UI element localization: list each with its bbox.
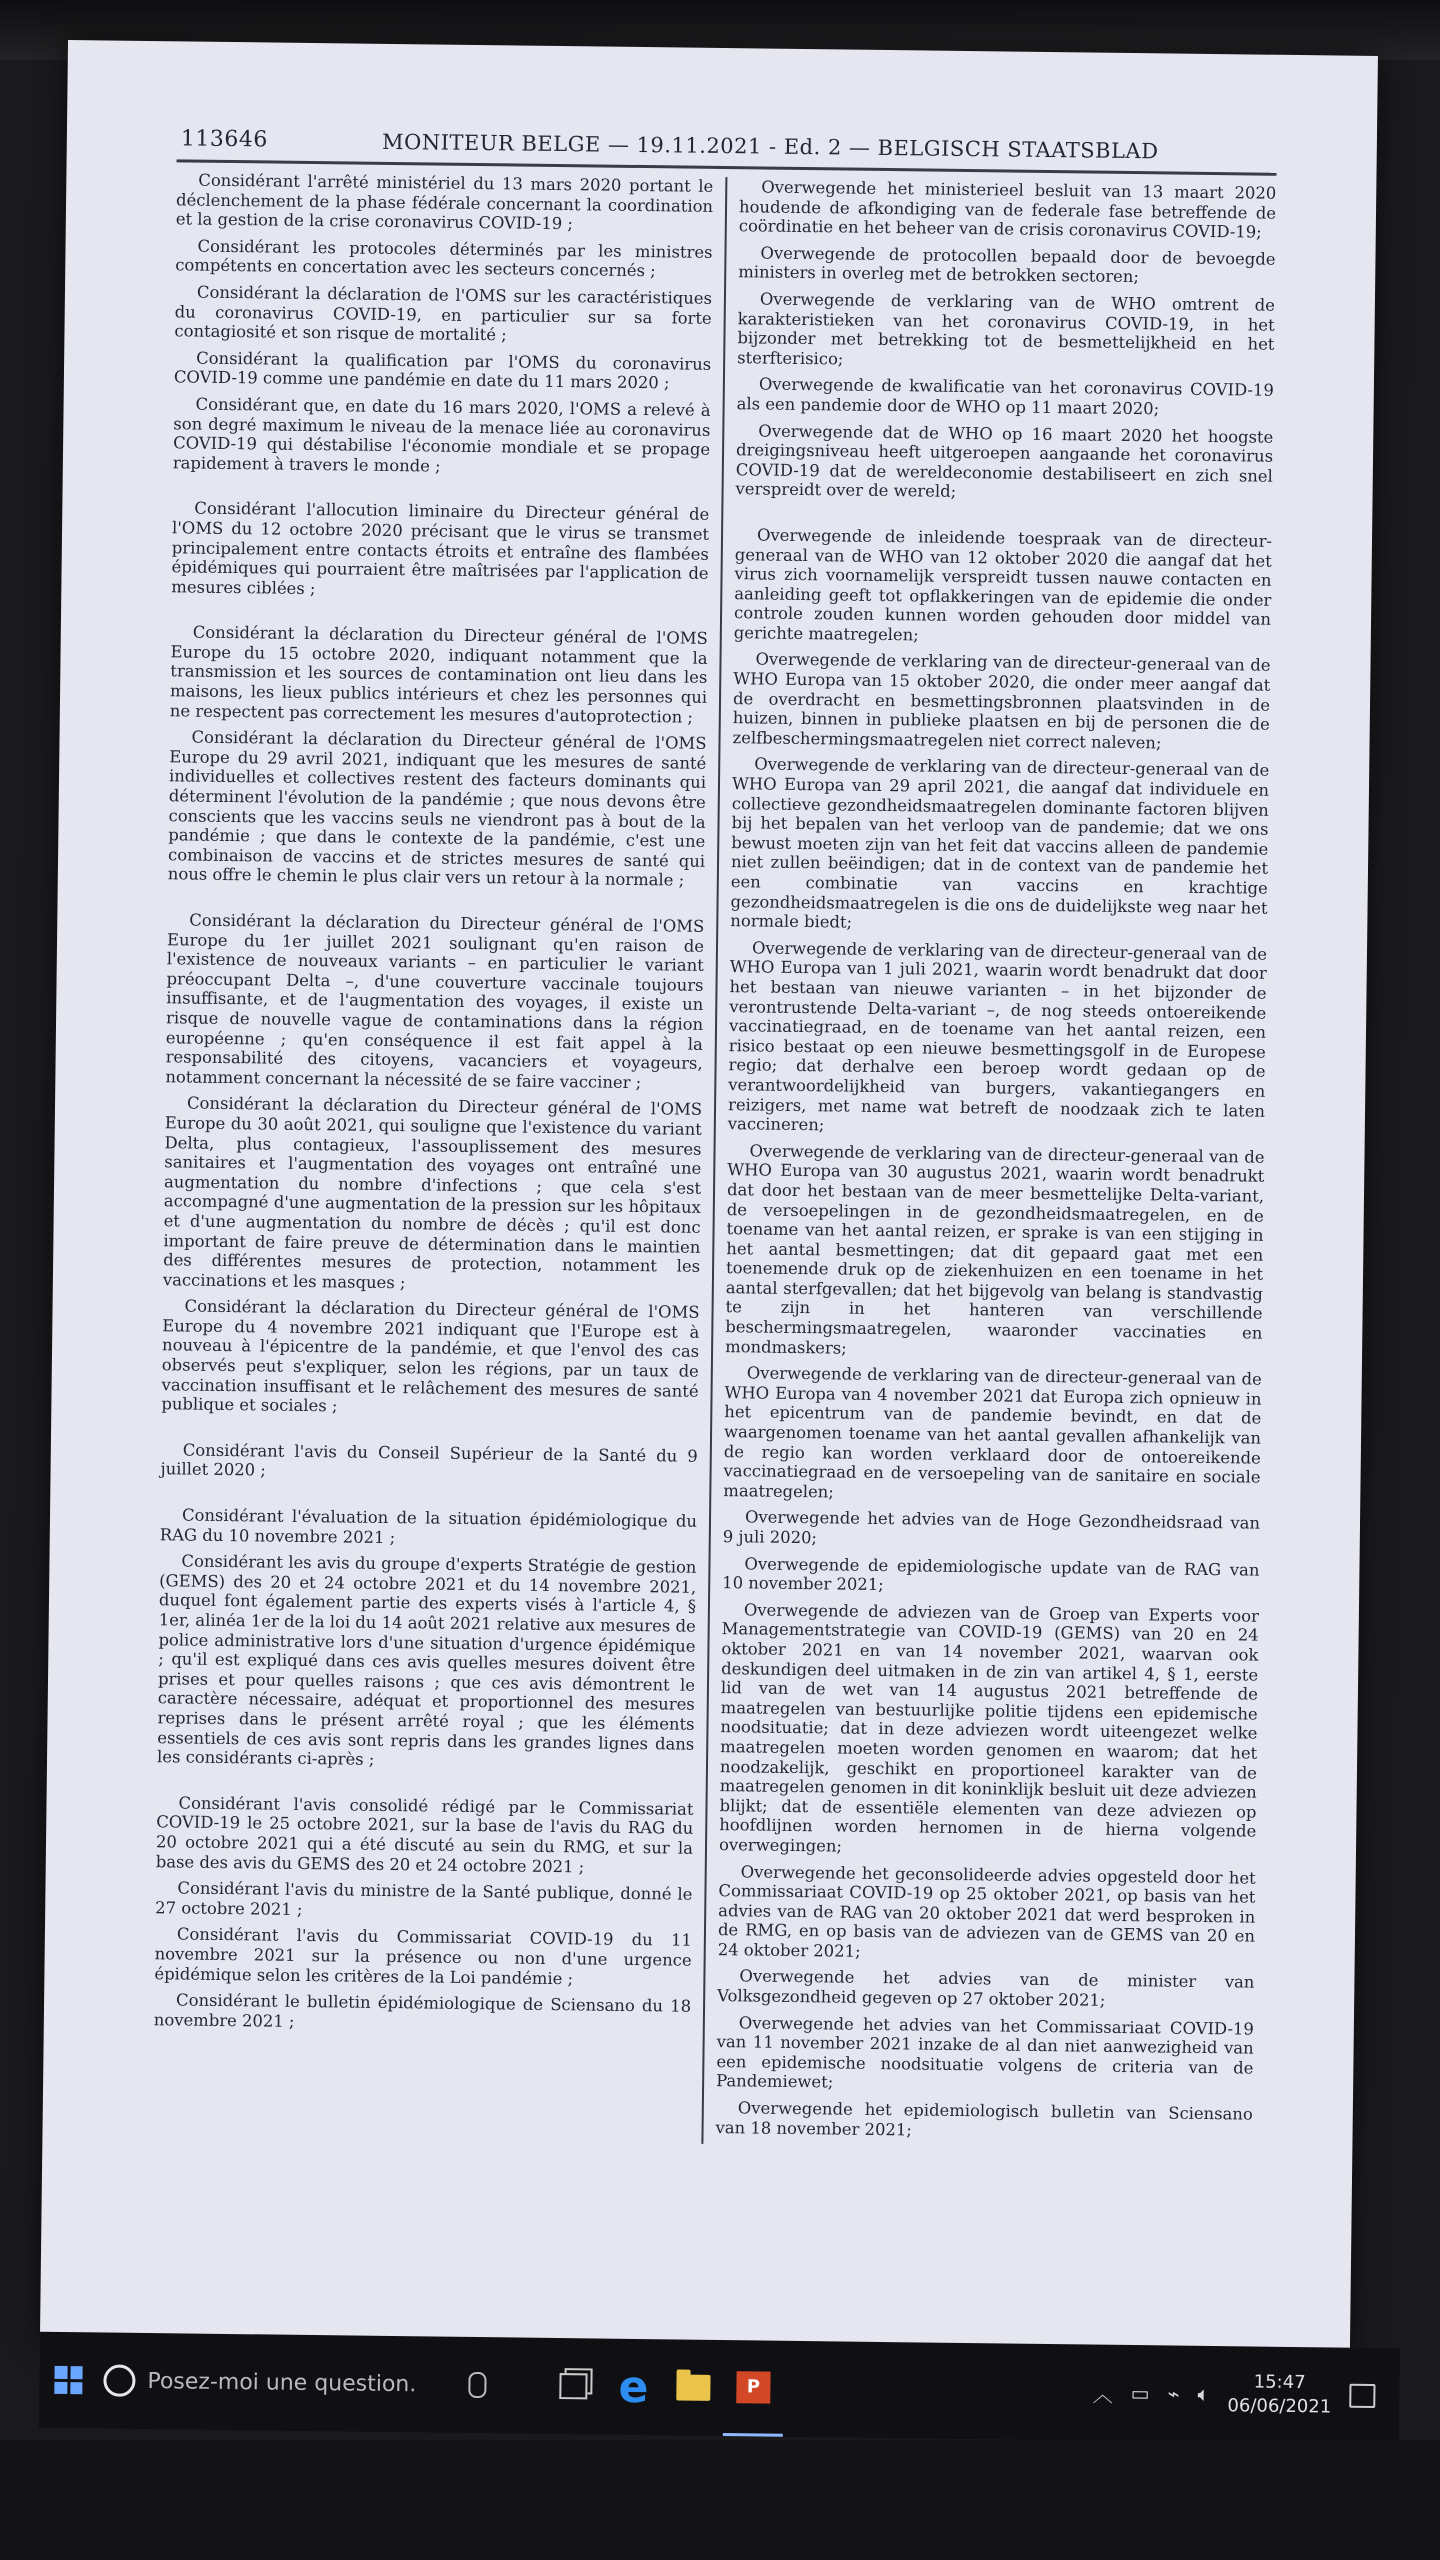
system-tray [1092, 2369, 1399, 2421]
nl-paragraph: Overwegende de inleidende toespraak van de directeur-generaal van de WHO van 12 oktober 2020 die aangaf dat het virus zich voornamelijk verspreidt tussen nauwe contacten en aanleiding geeft tot opflakkeringen van de epidemie die onder controle zouden kunnen worden gehouden door middel van gerichte maatregelen; [733, 525, 1273, 645]
monitor-bezel-bottom [0, 2440, 1440, 2560]
nl-paragraph: Overwegende het ministerieel besluit van 13 maart 2020 houdende de afkondiging van de federale fase betreffende de coördinatie en het beheer van de crisis coronavirus COVID-19; [738, 177, 1277, 242]
battery-icon[interactable]: ▭ [1130, 2381, 1150, 2406]
fr-paragraph: Considérant l'avis du Commissariat COVID-19 du 11 novembre 2021 sur la présence ou non d'une urgence épidémique selon les critères de la Loi pandémie ; [154, 1924, 692, 1988]
nl-paragraph: Overwegende de verklaring van de directeur-generaal van de WHO Europa van 1 juli 2021, waarin wordt benadrukt dat door het bestaan van nieuwe varianten – in het bijzonder de verontrustende Delta-variant –, de nog steeds ontoereikende vaccinatiegraad, en de toename van het aantal reizen, een risico bestaat op een nieuwe besmettingsgolf in de Europese regio; dat derhalve een beroep wordt gedaan op de verantwoordelijkheid van burgers, vakantiegangers en reizigers, met name wat betreft de noodzaak zich te laten vaccineren; [727, 938, 1268, 1135]
page-number: 113646 [180, 126, 268, 153]
fr-paragraph: Considérant l'évaluation de la situation épidémiologique du RAG du 10 novembre 2021 ; [159, 1505, 698, 1547]
nl-paragraph: Overwegende de adviezen van de Groep van Experts voor Managementstrategie van COVID-19 (GEMS) van 20 en 24 oktober 2021 en van 14 november 2021, waarvan ook deskundigen deel uitmaken in de zin van artikel 4, § 1, eerste lid van de wet van 14 augustus 2021 betreffende de maatregelen van bestuurlijke politie tijdens een epidemische noodsituatie; dat in deze adviezen wordt uiteengezet welke maatregelen moeten worden genomen en waarom; dat het noodzakelijk, geschikt en proportioneel karakter van de maatregelen genomen in dit koninklijk besluit uit deze adviezen blijkt; dat de essentiële elementen van deze adviezen op hoofdlijnen worden hernomen in de hierna volgende overwegingen; [718, 1600, 1260, 1856]
nl-paragraph: Overwegende het advies van het Commissariaat COVID-19 van 11 november 2021 inzake de al dan niet aanwezigheid van een epidemische noodsituatie volgens de criteria van de Pandemiewet; [716, 2012, 1254, 2092]
task-view-button[interactable] [543, 2338, 604, 2435]
nl-paragraph: Overwegende de kwalificatie van het coronavirus COVID-19 als een pandemie door de WHO op 11 maart 2020; [736, 374, 1274, 419]
document-page [150, 126, 1277, 2349]
page-header [177, 126, 1277, 175]
search-placeholder: Posez-moi une question. [147, 2368, 417, 2397]
nl-paragraph: Overwegende het advies van de Hoge Gezondheidsraad van 9 juli 2020; [722, 1507, 1261, 1548]
cortana-icon [103, 2364, 135, 2396]
clock[interactable] [1227, 2370, 1331, 2419]
windows-icon [54, 2366, 82, 2394]
start-button[interactable] [39, 2332, 98, 2429]
volume-icon[interactable]: 🔈︎ [1197, 2381, 1210, 2406]
nl-paragraph: Overwegende het geconsolideerde advies opgesteld door het Commissariaat COVID-19 op 25 oktober 2021, op basis van het advies van de RAG van 20 oktober 2021 dat werd besproken in de RMG, en op basis van de adviezen van de GEMS van 20 en 24 oktober 2021; [717, 1861, 1256, 1961]
nl-paragraph: Overwegende de verklaring van de directeur-generaal van de WHO Europa van 15 oktober 2020, die onder meer aangaf dat de overdracht en besmettingsbronnen plaatsvinden in de huizen, binnen in publieke plaatsen en bij de personen die de zelfbeschermingsmaatregelen niet correct naleven; [732, 649, 1271, 753]
nl-paragraph: Overwegende de verklaring van de directeur-generaal van de WHO Europa van 30 augustus 2021, waarin wordt benadrukt dat door het bestaan van de meer besmettelijke Delta-variant, de versoepelingen in de gezondheidsmaatregelen, en de toename van het aantal reizen, er sprake is van een stijging in het aantal besmettingen; dat dit gepaard gaat met een toenemende druk op de ziekenhuizen en een toename in het aantal sterfgevallen; dat het bijgevolg van belang is standvastig te zijn in het hanteren van verschillende beschermingsmaatregelen, waaronder vaccinaties en mondmaskers; [725, 1141, 1265, 1358]
clock-time: 15:47 [1253, 2371, 1306, 2394]
fr-paragraph: Considérant les protocoles déterminés par les ministres compétents en concertation avec les secteurs concernés ; [175, 236, 713, 281]
fr-paragraph: Considérant la déclaration du Directeur général de l'OMS Europe du 29 avril 2021, indiquant que les mesures de santé individuelles et collectives restent des facteurs dominants qui déterminent l'évolution de la pandémie ; que nous devons être conscients que les vaccins seuls ne viendront pas à bout de la pandémie ; que dans le contexte de la pandémie, c'est une combinaison de vaccins et de strictes mesures de santé qui nous offre le chemin le plus clair vers un retour à la normale ; [167, 727, 707, 890]
notifications-icon[interactable] [1349, 2384, 1375, 2408]
fr-paragraph: Considérant les avis du groupe d'experts Stratégie de gestion (GEMS) des 20 et 24 octobre 2021 et du 14 novembre 2021, duquel font également partie des experts visés à l'article 4, § 1er, alinéa 1er de la loi du 14 août 2021 relative aux mesures de police administrative lors d'une situation d'urgence épidémique ; qu'il est expliqué dans ces avis quelles mesures doivent être prises et pour quelles raisons ; que ces avis démontrent le caractère nécessaire, adéquat et proportionnel des mesures reprises dans le présent arrêté royal ; que les éléments essentiels de ces avis sont repris dans les grandes lignes dans les considérants ci-après ; [156, 1551, 697, 1770]
task-view-icon [559, 2373, 587, 2399]
dutch-column [703, 177, 1276, 2151]
search-box[interactable] [97, 2332, 544, 2433]
nl-paragraph: Overwegende de verklaring van de directeur-generaal van de WHO Europa van 29 april 2021, die aangaf dat individuele en collectieve gezondheidsmaatregelen dominante factoren blijven bij het bepalen van het verloop van de pandemie; dat we ons bewust moeten zijn van het feit dat vaccins alleen de pandemie niet zullen beëindigen; dat in de context van de pandemie het een combinatie van vaccins en krachtige gezondheidsmaatregelen is die ons de duidelijkste weg naar het normale biedt; [730, 754, 1270, 932]
fr-paragraph: Considérant la déclaration du Directeur général de l'OMS Europe du 1er juillet 2021 soulignant qu'en raison de l'existence de nouveaux variants – en particulier le variant préoccupant Delta –, d'une couverture vaccinale toujours insuffisante, et de l'augmentation des voyages, il existe un risque de nouvelle vague de contaminations dans la région européenne ; qu'en conséquence il est fait appel à la responsabilité des citoyens, vacanciers et voyageurs, notamment concernant la nécessité de se faire vacciner ; [165, 910, 705, 1092]
nl-paragraph: Overwegende de verklaring van de WHO omtrent de karakteristieken van het coronavirus COVID-19, in het bijzonder met betrekking tot de besmettelijkheid en het sterfterisico; [737, 289, 1276, 369]
nl-paragraph: Overwegende de protocollen bepaald door de bevoegde ministers in overleg met de betrokken sectoren; [738, 243, 1276, 287]
nl-paragraph: Overwegende de verklaring van de directeur-generaal van de WHO Europa van 4 november 2021 dat Europa zich opnieuw in het epicentrum van de pandemie bevindt, en dat de waargenomen toename van het aantal gevallen afhankelijk van de regio kan worden verklaard door de ontoereikende vaccinatiegraad en de versoepeling van de sanitaire en sociale maatregelen; [723, 1363, 1262, 1502]
fr-paragraph: Considérant le bulletin épidémiologique de Sciensano du 18 novembre 2021 ; [153, 1990, 692, 2031]
edge-button[interactable] [603, 2339, 664, 2436]
fr-paragraph: Considérant la déclaration du Directeur général de l'OMS Europe du 4 novembre 2021 indiquant que l'Europe est à nouveau à l'épicentre de la pandémie, et que l'envol des cas observés peut s'expliquer, selon les régions, par un taux de vaccination insuffisant et le relâchement des mesures de santé publique et sociales ; [161, 1296, 700, 1416]
fr-paragraph: Considérant la déclaration du Directeur général de l'OMS Europe du 30 août 2021, qui souligne que l'existence du variant Delta, plus contagieux, l'assouplissement des mesures sanitaires et l'augmentation des voyages ont entraîné une augmentation du nombre d'infections ; que cela s'est accompagné d'une augmentation de la pression sur les hôpitaux et d'une augmentation du nombre de décès ; qu'il est donc important de faire preuve de détermination dans le maintien des différentes mesures de protection, notamment les vaccinations et les masques ; [162, 1093, 703, 1292]
network-icon[interactable]: ⌁ [1167, 2381, 1180, 2406]
fr-paragraph: Considérant la déclaration du Directeur général de l'OMS Europe du 15 octobre 2020, indiquant notamment que la transmission et les sources de contamination ont lieu dans les maisons, les lieux publics intérieurs et chez les personnes qui ne respectent pas correctement les mesures d'autoprotection ; [169, 622, 708, 727]
document-viewer [40, 40, 1378, 2356]
fr-paragraph: Considérant la qualification par l'OMS du coronavirus COVID-19 comme une pandémie en date du 11 mars 2020 ; [173, 348, 712, 393]
french-column [152, 170, 725, 2144]
taskbar [39, 2332, 1400, 2445]
chevron-up-icon[interactable]: ︿ [1092, 2382, 1113, 2407]
folder-icon [676, 2374, 710, 2400]
fr-paragraph: Considérant l'avis du ministre de la Santé publique, donné le 27 octobre 2021 ; [155, 1878, 693, 1919]
page-title: MONITEUR BELGE — 19.11.2021 - Ed. 2 — BELGISCH STAATSBLAD [381, 129, 1159, 164]
fr-paragraph: Considérant que, en date du 16 mars 2020, l'OMS a relevé à son degré maximum le niveau de la menace liée au coronavirus COVID-19 qui déstabilise l'économie mondiale et se propage rapidement à travers le monde ; [172, 394, 711, 476]
fr-paragraph: Considérant la déclaration de l'OMS sur les caractéristiques du coronavirus COVID-19, en particulier sur sa forte contagiosité et son risque de mortalité ; [174, 282, 713, 345]
nl-paragraph: Overwegende het advies van de minister van Volksgezondheid gegeven op 27 oktober 2021; [717, 1966, 1255, 2010]
fr-paragraph: Considérant l'allocution liminaire du Directeur général de l'OMS du 12 octobre 2020 précisant que le virus se transmet principalement entre contacts étroits et entraîne des flambées épidémiques qui pourraient être maîtrisées par l'application de mesures ciblées ; [171, 498, 710, 598]
powerpoint-icon: P [736, 2371, 770, 2403]
text-columns [152, 170, 1276, 2151]
microphone-icon[interactable] [468, 2372, 486, 2398]
clock-date: 06/06/2021 [1227, 2395, 1332, 2418]
nl-paragraph: Overwegende de epidemiologische update van de RAG van 10 november 2021; [722, 1553, 1260, 1595]
fr-paragraph: Considérant l'avis du Conseil Supérieur de la Santé du 9 juillet 2020 ; [160, 1440, 698, 1480]
edge-icon: e [618, 2361, 649, 2413]
nl-paragraph: Overwegende dat de WHO op 16 maart 2020 het hoogste dreigingsniveau heeft uitgeroepen aangaande het coronavirus COVID-19 dat de wereldeconomie destabiliseert en zich snel verspreidt over de wereld; [735, 420, 1274, 502]
fr-paragraph: Considérant l'arrêté ministériel du 13 mars 2020 portant le déclenchement de la phase fédérale concernant la coordination et la gestion de la crise coronavirus COVID-19 ; [175, 170, 714, 234]
powerpoint-button[interactable] [723, 2340, 784, 2437]
nl-paragraph: Overwegende het epidemiologisch bulletin van Sciensano van 18 november 2021; [715, 2098, 1253, 2140]
fr-paragraph: Considérant l'avis consolidé rédigé par le Commissariat COVID-19 le 25 octobre 2021, sur la base de l'avis du RAG du 20 octobre 2021 qui a été discuté au sein du RMG, et sur la base des avis du GEMS des 20 et 24 octobre 2021 ; [155, 1793, 694, 1876]
file-explorer-button[interactable] [663, 2339, 724, 2436]
